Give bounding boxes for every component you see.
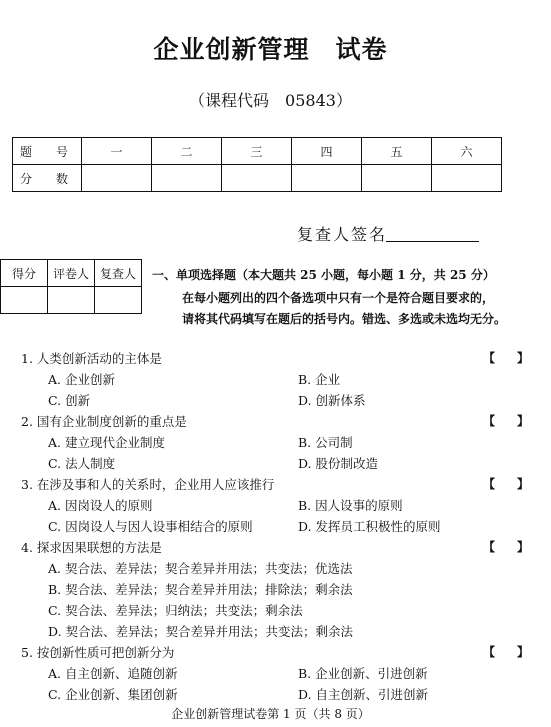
option-c: C. 因岗设人与因人设事相结合的原则 <box>48 519 253 534</box>
page-footer: 企业创新管理试卷第 1 页（共 8 页） <box>171 707 370 721</box>
grade-box-grader: 评卷人 <box>48 260 95 287</box>
option-a: A. 企业创新 <box>48 372 115 387</box>
option-b: B. 因人设事的原则 <box>298 498 403 513</box>
answer-bracket: 【】 <box>483 477 551 491</box>
option-b: B. 契合法、差异法；契合差异并用法；排除法；剩余法 <box>48 582 353 597</box>
option-d: D. 发挥员工积极性的原则 <box>298 519 441 534</box>
column-header: 六 <box>432 138 502 165</box>
exam-title: 企业创新管理 试卷 <box>153 35 388 64</box>
score-cell <box>362 165 432 192</box>
section-instruction: 在每小题列出的四个备选项中只有一个是符合题目要求的， <box>182 291 495 305</box>
answer-bracket: 【】 <box>483 414 551 428</box>
grade-box <box>0 259 142 314</box>
answer-bracket: 【】 <box>483 540 551 554</box>
column-header: 三 <box>222 138 292 165</box>
option-c: C. 创新 <box>48 393 91 408</box>
question-stem: 3. 在涉及事和人的关系时，企业用人应该推行 <box>21 477 275 492</box>
score-cell <box>222 165 292 192</box>
score-cell <box>292 165 362 192</box>
grade-box-blank-row <box>1 287 142 314</box>
option-a: A. 契合法、差异法；契合差异并用法；共变法；优选法 <box>48 561 353 576</box>
score-label: 分 数 <box>13 165 82 192</box>
question-number-label: 题 号 <box>13 138 82 165</box>
option-a: A. 因岗设人的原则 <box>48 498 153 513</box>
score-cell <box>152 165 222 192</box>
answer-bracket: 【】 <box>483 645 551 659</box>
grade-box-checker: 复查人 <box>95 260 142 287</box>
grade-box-cell <box>48 287 95 314</box>
question-stem: 5. 按创新性质可把创新分为 <box>21 645 175 660</box>
option-c: C. 法人制度 <box>48 456 116 471</box>
question-stem: 1. 人类创新活动的主体是 <box>21 351 162 366</box>
score-cell <box>82 165 152 192</box>
option-d: D. 股份制改造 <box>298 456 379 471</box>
signature-line <box>386 241 479 242</box>
section-title: 一、单项选择题（本大题共 25 小题，每小题 1 分，共 25 分） <box>152 268 495 282</box>
question-stem: 2. 国有企业制度创新的重点是 <box>21 414 187 429</box>
score-table-score-row <box>13 165 502 192</box>
grade-box-cell <box>1 287 48 314</box>
option-d: D. 创新体系 <box>298 393 366 408</box>
grade-box-cell <box>95 287 142 314</box>
score-table <box>12 137 502 192</box>
score-table-header-row <box>13 138 502 165</box>
reviewer-signature-label: 复查人签名 <box>297 225 388 244</box>
grade-box-score: 得分 <box>1 260 48 287</box>
column-header: 五 <box>362 138 432 165</box>
option-b: B. 企业创新、引进创新 <box>298 666 428 681</box>
option-a: A. 建立现代企业制度 <box>48 435 165 450</box>
score-cell <box>432 165 502 192</box>
question-stem: 4. 探求因果联想的方法是 <box>21 540 162 555</box>
section-instruction: 请将其代码填写在题后的括号内。错选、多选或未选均无分。 <box>182 312 507 326</box>
option-d: D. 自主创新、引进创新 <box>298 687 429 702</box>
grade-box-header-row <box>1 260 142 287</box>
column-header: 二 <box>152 138 222 165</box>
course-code: （课程代码 05843） <box>189 91 352 110</box>
option-c: C. 企业创新、集团创新 <box>48 687 178 702</box>
option-a: A. 自主创新、追随创新 <box>48 666 178 681</box>
option-d: D. 契合法、差异法；契合差异并用法；共变法；剩余法 <box>48 624 354 639</box>
column-header: 一 <box>82 138 152 165</box>
answer-bracket: 【】 <box>483 351 551 365</box>
option-b: B. 公司制 <box>298 435 353 450</box>
column-header: 四 <box>292 138 362 165</box>
option-b: B. 企业 <box>298 372 341 387</box>
option-c: C. 契合法、差异法；归纳法；共变法；剩余法 <box>48 603 303 618</box>
